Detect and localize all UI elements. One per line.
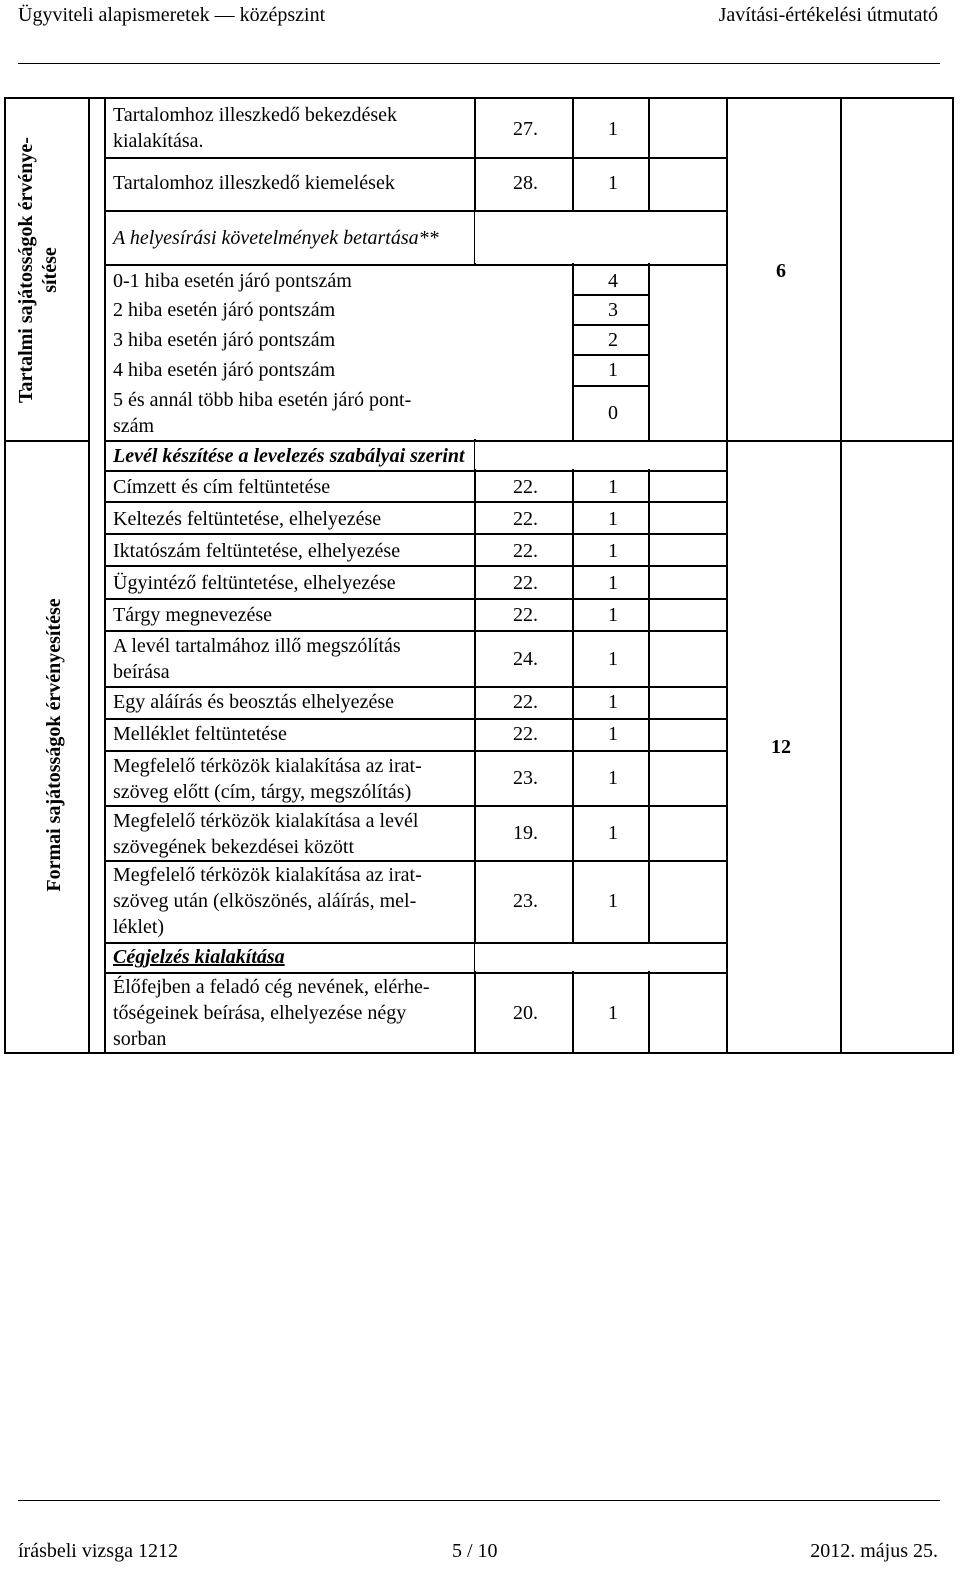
col-divider-total (840, 97, 842, 1054)
row-points: 0 (608, 402, 618, 424)
row-text: 4 hiba esetén járó pontszám (113, 359, 336, 381)
row-text: 0-1 hiba esetén járó pontszám (113, 270, 352, 292)
row-text: Ügyintéző feltüntetése, elhelyezése (113, 572, 396, 594)
row-ref: 28. (513, 172, 538, 194)
row-text: 2 hiba esetén járó pontszám (113, 299, 336, 321)
row-points: 1 (608, 890, 618, 912)
row-ref: 20. (513, 1002, 538, 1024)
footer-left: írásbeli vizsga 1212 (18, 1540, 178, 1562)
row-text: Keltezés feltüntetése, elhelyezése (113, 508, 382, 530)
row-line (104, 264, 728, 266)
row-points: 1 (608, 691, 618, 713)
row-text: 3 hiba esetén járó pontszám (113, 329, 336, 351)
content-section-label: Tartalmi sajátosságok érvénye- sítése (15, 137, 61, 403)
col-divider-extra (726, 97, 728, 1054)
formal-total: 12 (771, 736, 791, 758)
row-points: 1 (608, 572, 618, 594)
row-line (104, 750, 728, 752)
row-points: 4 (608, 270, 618, 292)
row-ref: 27. (513, 118, 538, 140)
row-line (104, 470, 728, 472)
col-divider-label (104, 97, 106, 1054)
row-points: 1 (608, 540, 618, 562)
row-ref: 23. (513, 767, 538, 789)
content-total: 6 (776, 260, 786, 282)
points-sub-line (572, 385, 650, 387)
row-line (104, 533, 728, 535)
header-right: Javítási-értékelési útmutató (718, 4, 938, 26)
row-points: 1 (608, 767, 618, 789)
row-text: Egy aláírás és beosztás elhelyezése (113, 691, 394, 713)
row-points: 2 (608, 329, 618, 351)
row-ref: 19. (513, 822, 538, 844)
row-points: 1 (608, 822, 618, 844)
row-text: Megfelelő térközök kialakítása az irat- szöveg után (elköszönés, aláírás, mel- léklet) (113, 864, 422, 938)
row-ref: 22. (513, 691, 538, 713)
row-line (104, 565, 728, 567)
row-line (104, 718, 728, 720)
row-text: Címzett és cím feltüntetése (113, 476, 331, 498)
section-heading: A helyesírási követelmények betartása** (113, 227, 439, 249)
row-text: Megfelelő térközök kialakítása a levél szövegének bekezdései között (113, 810, 419, 858)
col-divider-section (88, 97, 90, 1054)
row-text: A levél tartalmához illő megszólítás beírása (113, 635, 401, 683)
merged-text-ref-bg (473, 266, 571, 439)
row-points: 1 (608, 648, 618, 670)
row-text: Iktatószám feltüntetése, elhelyezése (113, 540, 401, 562)
header-left: Ügyviteli alapismeretek — középszint (18, 4, 326, 26)
row-points: 3 (608, 299, 618, 321)
points-sub-line (572, 294, 650, 296)
section-split-total (726, 440, 954, 442)
row-ref: 22. (513, 723, 538, 745)
points-sub-line (572, 354, 650, 356)
formal-section-label: Formai sajátosságok érvényesítése (43, 598, 65, 892)
section-heading: Cégjelzés kialakítása (113, 946, 285, 968)
row-ref: 22. (513, 476, 538, 498)
row-text: Tárgy megnevezése (113, 604, 272, 626)
row-points: 1 (608, 723, 618, 745)
row-ref: 22. (513, 572, 538, 594)
row-line (104, 501, 728, 503)
row-line (104, 805, 728, 807)
section-heading: Levél készítése a levelezés szabályai szerint (113, 445, 465, 467)
row-line (104, 157, 728, 159)
row-text: Élőfejben a feladó cég nevének, elérhe- tőségeinek beírása, elhelyezése négy sorban (113, 976, 430, 1050)
row-points: 1 (608, 604, 618, 626)
section-split-left (4, 440, 90, 442)
row-points: 1 (608, 476, 618, 498)
row-points: 1 (608, 172, 618, 194)
points-sub-line (572, 324, 650, 326)
row-points: 1 (608, 508, 618, 530)
footer-rule (18, 1500, 940, 1501)
row-points: 1 (608, 118, 618, 140)
heading-row-bg (475, 442, 725, 469)
row-ref: 23. (513, 890, 538, 912)
row-line (104, 630, 728, 632)
row-text: Tartalomhoz illeszkedő kiemelések (113, 172, 395, 194)
row-ref: 22. (513, 508, 538, 530)
heading-row-bg (475, 212, 725, 263)
row-line (104, 686, 728, 688)
row-ref: 22. (513, 604, 538, 626)
row-text: 5 és annál több hiba esetén járó pont- szám (113, 389, 412, 437)
footer-date: 2012. május 25. (810, 1540, 938, 1562)
heading-row-bg (475, 944, 725, 971)
page-number: 5 / 10 (452, 1540, 498, 1562)
row-text: Melléklet feltüntetése (113, 723, 287, 745)
row-ref: 22. (513, 540, 538, 562)
row-points: 1 (608, 359, 618, 381)
row-line (104, 598, 728, 600)
row-text: Megfelelő térközök kialakítása az irat- szöveg előtt (cím, tárgy, megszólítás) (113, 755, 422, 803)
row-text: Tartalomhoz illeszkedő bekezdések kialakítása. (113, 104, 398, 152)
row-ref: 24. (513, 648, 538, 670)
row-points: 1 (608, 1002, 618, 1024)
